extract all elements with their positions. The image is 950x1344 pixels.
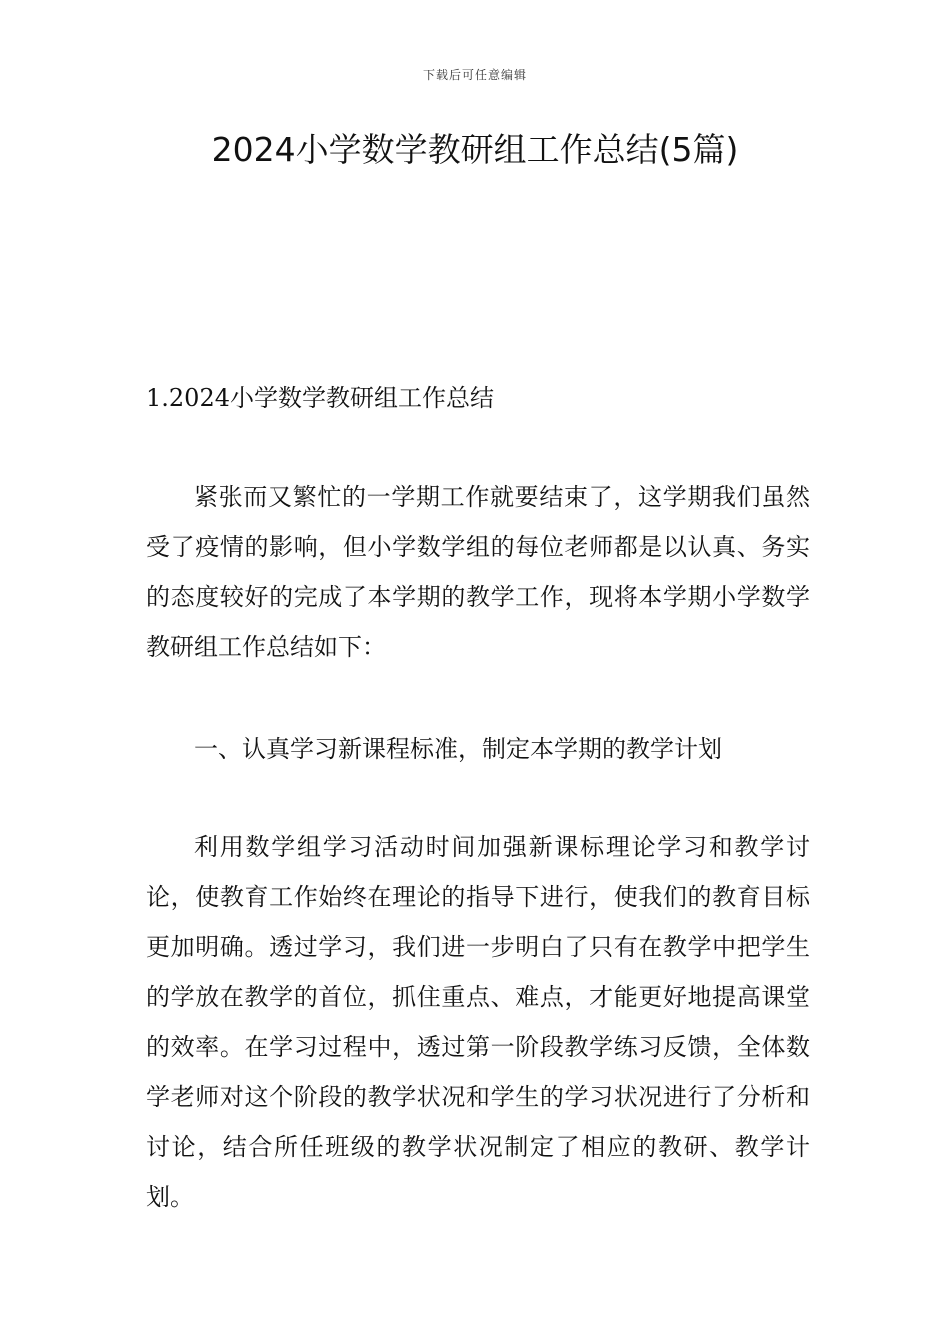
header-note: 下载后可任意编辑 <box>422 68 527 82</box>
document-title: 2024小学数学教研组工作总结(5篇) <box>211 130 739 169</box>
body-paragraph: 利用数学组学习活动时间加强新课标理论学习和教学讨论，使教育工作始终在理论的指导下进行，使我们的教育目标更加明确。透过学习，我们进一步明白了只有在教学中把学生的学放在教学的首位，抓住重点、难点，才能更好地提高课堂的效率。在学习过程中，透过第一阶段教学练习反馈，全体数学老师对这个阶段的教学状况和学生的学习状况进行了分析和讨论，结合所任班级的教学状况制定了相应的教研、教学计划。 <box>146 833 810 1211</box>
section-heading: 1.2024小学数学教研组工作总结 <box>146 384 494 412</box>
intro-paragraph: 紧张而又繁忙的一学期工作就要结束了，这学期我们虽然受了疫情的影响，但小学数学组的每位老师都是以认真、务实的态度较好的完成了本学期的教学工作，现将本学期小学数学教研组工作总结如下： <box>146 483 810 661</box>
sub-heading: 一、认真学习新课程标准，制定本学期的教学计划 <box>194 735 722 763</box>
